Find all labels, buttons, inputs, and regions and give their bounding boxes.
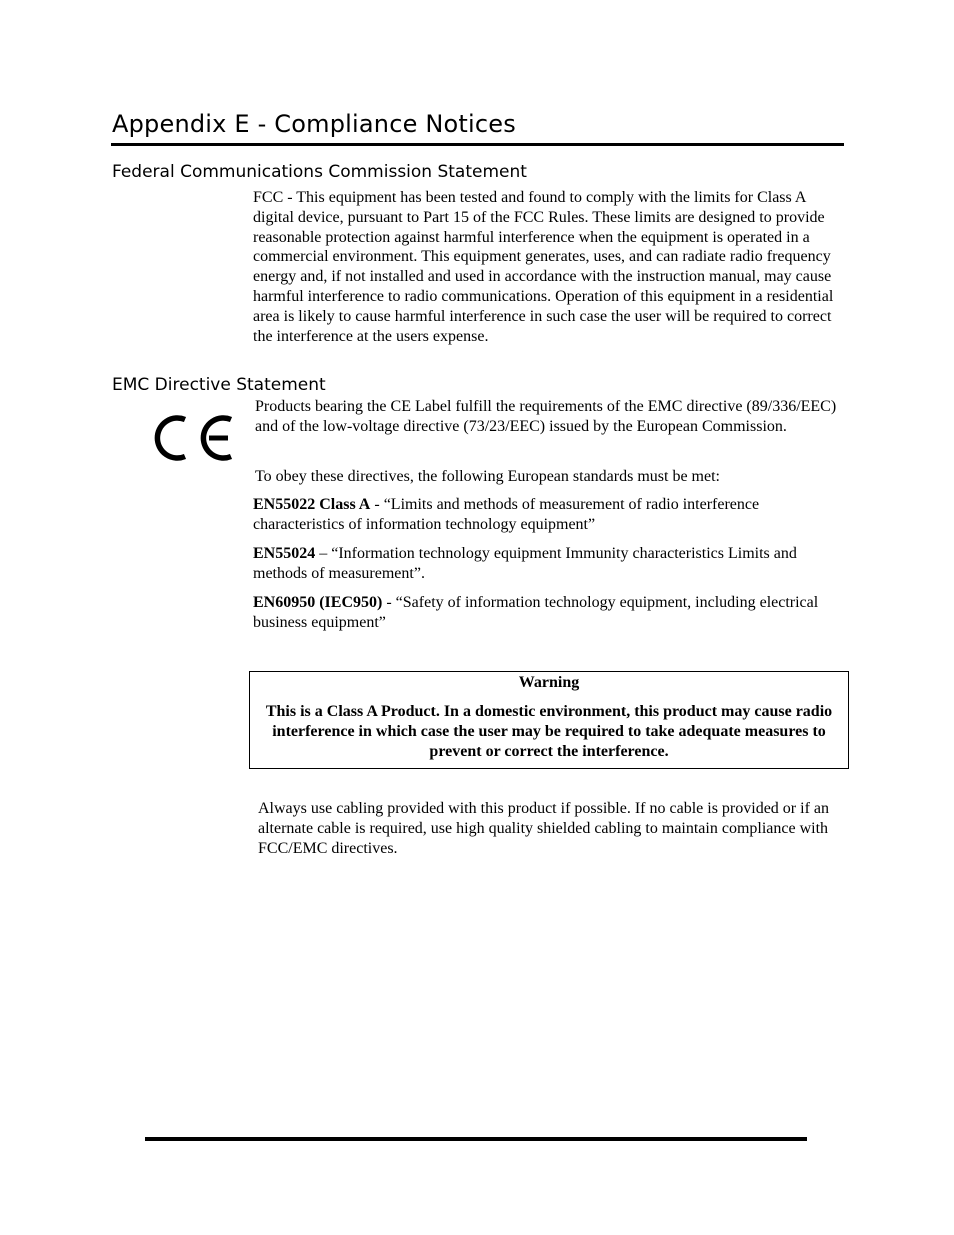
standard-description: - “Safety of information technology equipment, including electrical business equipment” <box>253 594 819 631</box>
standard-description: - “Limits and methods of measurement of radio interference characteristics of information technology equipment” <box>253 496 760 533</box>
warning-title: Warning <box>518 674 580 691</box>
standard-item <box>253 544 845 584</box>
page-title: Appendix E - Compliance Notices <box>112 110 516 138</box>
warning-box <box>249 671 849 769</box>
standard-item <box>253 593 843 633</box>
standard-description: – “Information technology equipment Immunity characteristics Limits and methods of measurement”. <box>253 545 797 582</box>
standard-name: EN60950 (IEC950) <box>253 594 383 611</box>
emc-intro: Products bearing the CE Label fulfill the requirements of the EMC directive (89/336/EEC) and of the low-voltage directive (73/23/EEC) issued by the European Commission. <box>255 398 837 435</box>
emc-heading: EMC Directive Statement <box>112 375 326 395</box>
standard-item <box>253 495 843 535</box>
standard-name: EN55022 Class A <box>253 496 371 513</box>
fcc-statement: FCC - This equipment has been tested and found to comply with the limits for Class A digital device, pursuant to Part 15 of the FCC Rules. These limits are designed to provide reasonable protection against harmful interference when the equipment is operated in a commercial environment. This equipment generates, uses, and can radiate radio frequency energy and, if not installed and used in accordance with the instruction manual, may cause harmful interference to radio communications. Operation of this equipment in a residential area is likely to cause harmful interference in such case the user will be required to correct the interference at the users expense. <box>253 189 834 345</box>
warning-body: This is a Class A Product. In a domestic environment, this product may cause radio interference in which case the user may be required to take adequate measures to prevent or correct the interference. <box>265 703 833 760</box>
footer-divider <box>145 1137 807 1141</box>
fcc-heading: Federal Communications Commission Statement <box>112 162 527 182</box>
cabling-note: Always use cabling provided with this product if possible. If no cable is provided or if an alternate cable is required, use high quality shielded cabling to maintain compliance with FCC/EMC directives. <box>258 800 829 857</box>
emc-obey: To obey these directives, the following European standards must be met: <box>255 468 720 485</box>
title-divider <box>111 143 844 146</box>
ce-mark-icon <box>152 412 234 464</box>
standard-name: EN55024 <box>253 545 316 562</box>
